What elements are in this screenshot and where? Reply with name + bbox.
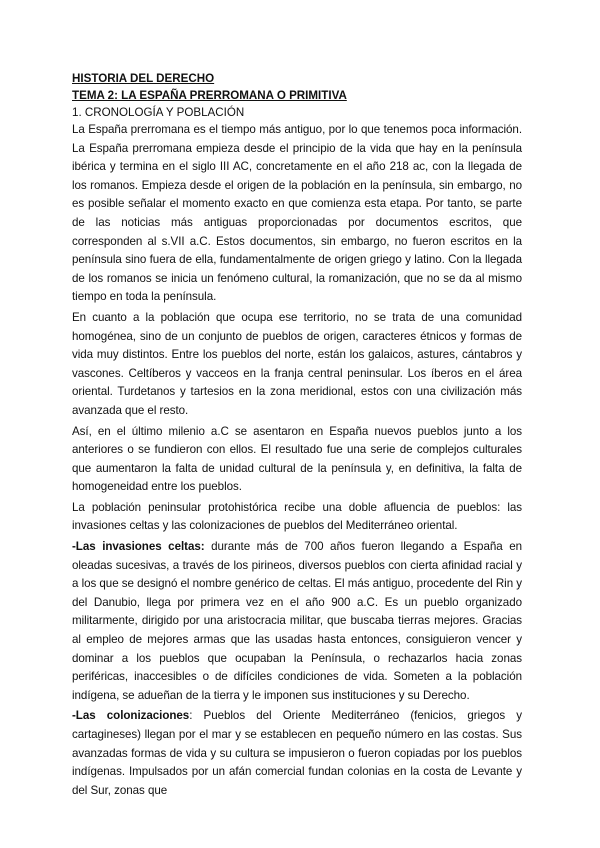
paragraph-nuevos-pueblos: Así, en el último milenio a.C se asentaron en España nuevos pueblos junto a los anteriores o se fundieron con ellos. El resultado fue una serie de complejos culturales que aumentaron la falta de unidad cultural de la península y, en definitiva, la falta de homogeneidad entre los pueblos. [72, 424, 522, 494]
paragraph-invasiones-celtas [72, 538, 522, 705]
document-title: HISTORIA DEL DERECHO [72, 72, 215, 85]
colonizaciones-lead: -Las colonizaciones [72, 709, 190, 723]
paragraph-intro: La España prerromana es el tiempo más antiguo, por lo que tenemos poca información. La España prerromana empieza desde el principio de la vida que hay en la península ibérica y termina en el siglo III AC, concretamente en el año 218 ac, con la llegada de los romanos. Empieza desde el origen de la población en la península, sin embargo, no es posible señalar el momento exacto en que comienza esta etapa. Por tanto, se parte de las noticias más antiguas proporcionadas por documentos escritos, que corresponden al s.VII a.C. Estos documentos, sin embargo, no fueron escritos en la península sino fuera de ella, fundamentalmente de origen griego y latino. Con la llegada de los romanos se inicia un fenómeno cultural, la romanización, que no se da al mismo tiempo en toda la península. [72, 123, 522, 304]
colonizaciones-text: : Pueblos del Oriente Mediterráneo (fenicios, griegos y cartagineses) llegan por el mar y se establecen en pequeño número en las costas. Sus avanzadas formas de vida y su cultura se impusieron o fueron copiadas por los pueblos indígenas. Impulsados por un afán comercial fundan colonias en la costa de Levante y del Sur, zonas que [72, 709, 522, 797]
paragraph-doble-afluencia: La población peninsular protohistórica recibe una doble afluencia de pueblos: las invasiones celtas y las colonizaciones de pueblos del Mediterráneo oriental. [72, 500, 522, 533]
paragraph-colonizaciones [72, 707, 522, 800]
section-heading: 1. CRONOLOGÍA Y POBLACIÓN [72, 106, 245, 119]
document-subtitle: TEMA 2: LA ESPAÑA PRERROMANA O PRIMITIVA [72, 89, 347, 102]
invasiones-celtas-lead: -Las invasiones celtas: [72, 540, 205, 554]
invasiones-celtas-text: durante más de 700 años fueron llegando a España en oleadas sucesivas, a través de los pirineos, diversos pueblos con cierta afinidad racial y a los que se designó el nombre genérico de celtas. El más antiguo, procedente del Rin y del Danubio, llega por primera vez en el año 900 a.C. Es un pueblo organizado militarmente, dirigido por una aristocracia militar, que buscaba tierras mejores. Gracias al empleo de mejores armas que las usadas hasta entonces, consiguieron vencer y dominar a los pueblos que ocupaban la Península, o rechazarlos hacia zonas periféricas, inaccesibles o de difíciles condiciones de vida. Someten a la población indígena, se adueñan de la tierra y le imponen sus instituciones y su Derecho. [72, 540, 523, 702]
paragraph-poblacion: En cuanto a la población que ocupa ese territorio, no se trata de una comunidad homogénea, sino de un conjunto de pueblos de origen, caracteres étnicos y formas de vida muy distintos. Entre los pueblos del norte, están los galaicos, astures, cántabros y vascones. Celtíberos y vacceos en la franja central peninsular. Los íberos en el área oriental. Turdetanos y tartesios en la zona meridional, estos con una civilización más avanzada que el resto. [72, 310, 522, 417]
